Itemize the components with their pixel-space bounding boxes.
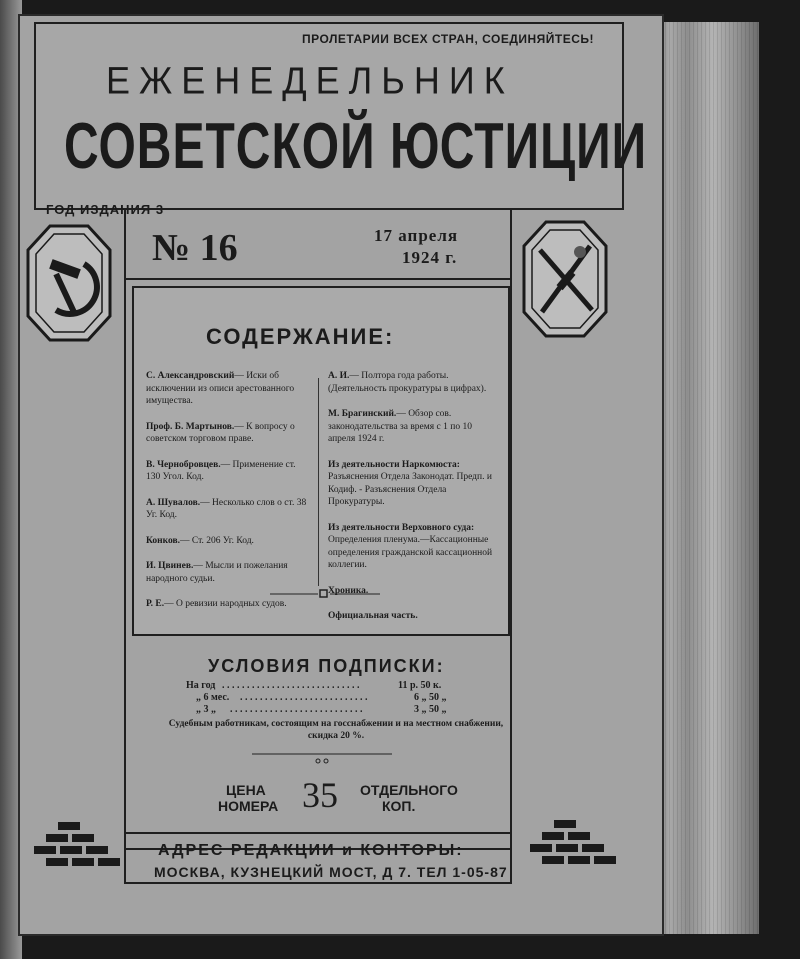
slogan: ПРОЛЕТАРИИ ВСЕХ СТРАН, СОЕДИНЯЙТЕСЬ! xyxy=(302,32,595,46)
contents-item: Из деятельности Верховного суда: Определения пленума.—Кассационные определения гражданской кассационной коллегии. xyxy=(328,522,493,570)
book-page-edges xyxy=(655,22,759,934)
subscription-period: „ 3 „ xyxy=(196,704,216,715)
contents-heading: СОДЕРЖАНИЕ: xyxy=(206,324,395,349)
subscription-dots: . . . . . . . . . . . . . . . . . . . . . . . . . . xyxy=(240,692,368,703)
contents-item: Проф. Б. Мартынов.— К вопросу о советском торговом праве. xyxy=(146,421,295,444)
price-amount: 35 xyxy=(302,775,338,815)
contents-item: А. И.— Полтора года работы. (Деятельность прокуратуры в цифрах). xyxy=(328,371,487,394)
ornament-divider xyxy=(252,750,392,766)
contents-left-column xyxy=(146,370,312,624)
contents-item: Хроника. xyxy=(328,585,369,596)
price-label: ОТДЕЛЬНОГО xyxy=(360,782,458,798)
subscription-price: 6 „ 50 „ xyxy=(414,692,447,703)
price-label: ЦЕНА xyxy=(226,782,266,798)
title-line-2: СОВЕТСКОЙ ЮСТИЦИИ xyxy=(64,111,648,183)
contents-item: Конков.— Ст. 206 Уг. Код. xyxy=(146,535,254,546)
column-divider xyxy=(318,378,319,586)
subscription-dots: . . . . . . . . . . . . . . . . . . . . . . . . . . . . xyxy=(222,680,360,691)
address-line-1: АДРЕС РЕДАКЦИИ и КОНТОРЫ: xyxy=(158,842,464,859)
address-line-2: МОСКВА, КУЗНЕЦКИЙ МОСТ, Д 7. ТЕЛ 1-05-87 xyxy=(154,864,508,880)
journal-cover xyxy=(18,14,664,936)
contents-item: И. Цвинев.— Мысли и пожелания народного судьи. xyxy=(146,561,288,584)
hammer-sickle-emblem-icon xyxy=(26,224,112,342)
issue-number: № 16 xyxy=(152,227,238,269)
title-line-1: ЕЖЕНЕДЕЛЬНИК xyxy=(106,58,514,102)
contents-item: Официальная часть. xyxy=(328,611,418,621)
contents-item: С. Александровский— Иски об исключении из описи арестованного имущества. xyxy=(146,371,295,406)
issue-date-day: 17 апреля xyxy=(374,226,459,245)
masthead xyxy=(34,22,648,217)
contents-item: А. Шувалов.— Несколько слов о ст. 38 Уг. Код. xyxy=(146,497,307,520)
contents-item: Из деятельности Наркомюста: Разъяснения Отдела Законодат. Предп. и Кодиф. - Разъяснения Отдела Прокуратуры. xyxy=(328,459,492,507)
price-label: НОМЕРА xyxy=(218,798,279,814)
issue-date-year: 1924 г. xyxy=(402,248,458,267)
subscription-dots: . . . . . . . . . . . . . . . . . . . . . . . . . . . xyxy=(230,704,363,715)
contents-item: Р. Е.— О ревизии народных судов. xyxy=(146,599,287,609)
year-label: ГОД ИЗДАНИЯ 3 xyxy=(46,202,165,217)
subscription-heading: УСЛОВИЯ ПОДПИСКИ: xyxy=(208,656,445,676)
subscription-note: Судебным работникам, состоящим на госснабжении и на местном снабжении, скидка 20 %. xyxy=(168,719,504,741)
subscription-period: „ 6 мес. xyxy=(196,692,230,703)
ornament-divider xyxy=(270,588,380,600)
contents-item: В. Чернобровцев.— Применение ст. 130 Угол. Код. xyxy=(146,459,296,482)
contents-item: М. Брагинский.— Обзор сов. законодательства за время с 1 по 10 апреля 1924 г. xyxy=(328,409,472,444)
crossed-swords-emblem-icon xyxy=(522,220,608,338)
subscription-price: 3 „ 50 „ xyxy=(414,704,447,715)
subscription-period: На год xyxy=(186,680,216,691)
price-label: КОП. xyxy=(382,798,416,814)
subscription-price: 11 р. 50 к. xyxy=(398,680,442,691)
